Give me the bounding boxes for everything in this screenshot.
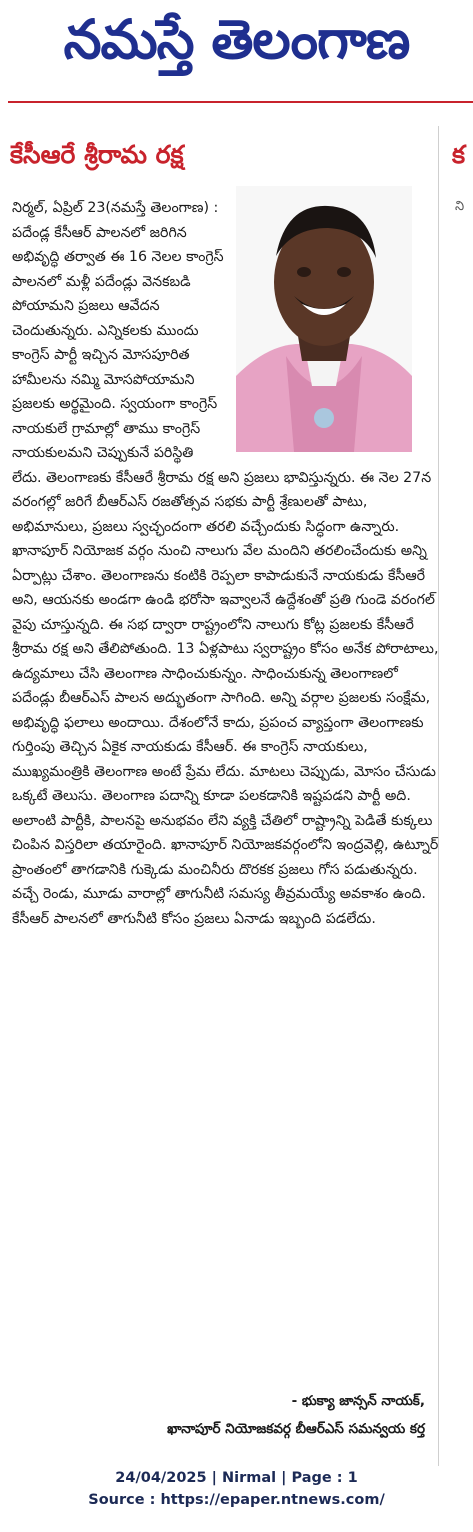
adjacent-article-text: ని	[455, 199, 465, 214]
masthead-title: నమస్తే తెలంగాణ	[63, 7, 410, 71]
byline-name: - భుక్యా జాన్సన్ నాయక్,	[291, 1393, 425, 1409]
newspaper-masthead	[0, 0, 473, 92]
portrait-photo	[236, 186, 412, 452]
footer-source-link[interactable]: Source : https://epaper.ntnews.com/	[88, 1492, 385, 1508]
footer-date-line: 24/04/2025 | Nirmal | Page : 1	[115, 1470, 358, 1486]
portrait-illustration	[236, 186, 412, 452]
adjacent-article-headline: క	[452, 140, 466, 169]
article-body: నిర్మల్, ఏప్రిల్ 23(నమస్తే తెలంగాణ) : పదేండ్ల కేసీఆర్ పాలనలో జరిగిన అభివృద్ధి తర్వాత ఈ 16 నెలల కాంగ్రెస్ పాలనలో మళ్లీ పదేండ్లు వెనకబడి పోయామని ప్రజలు ఆవేదన చెందుతున్నరు. ఎన్నికలకు ముందు కాంగ్రెస్ పార్టీ ఇచ్చిన మోసపూరిత హామీలను నమ్మి మోసపోయామని ప్రజలకు అర్థమైంది. స్వయంగా కాంగ్రెస్ నాయకులే గ్రామాల్లో తాము కాంగ్రెస్ నాయకులమని చెప్పుకునే పరిస్థితి లేదు. తెలంగాణకు కేసీఆరే శ్రీరామ రక్ష అని ప్రజలు భావిస్తున్నరు. ఈ నెల 27న వరంగల్లో జరిగే బీఆర్ఎస్ రజతోత్సవ సభకు పార్టీ శ్రేణులతో పాటు, అభిమానులు, ప్రజలు స్వచ్ఛందంగా తరలి వచ్చేందుకు సిద్ధంగా ఉన్నారు. ఖానాపూర్ నియోజక వర్గం నుంచి నాలుగు వేల మందిని తరలించేందుకు అన్ని ఏర్పాట్లు చేశాం. తెలంగాణను కంటికి రెప్పలా కాపాడుకునే నాయకుడు కేసీఆరే అని, ఆయనకు అండగా ఉండి భరోసా ఇవ్వాలనే ఉద్దేశంతో ప్రతి గుండె వరంగల్ వైపు చూస్తున్నది. ఈ సభ ద్వారా రాష్ట్రంలోని నాలుగు కోట్ల ప్రజలకు కేసీఆరే శ్రీరామ రక్ష అని తేలిపోతుంది. 13 ఏళ్లపాటు స్వరాష్ట్రం కోసం అనేక పోరాటాలు, ఉద్యమాలు చేసి తెలంగాణ సాధించుకున్నం. సాధించుకున్న తెలంగాణలో పదేండ్లు బీఆర్ఎస్ పాలన అద్భుతంగా సాగింది. అన్ని వర్గాల ప్రజలకు సంక్షేమ, అభివృద్ధి ఫలాలు అందాయి. దేశంలోనే కాదు, ప్రపంచ వ్యాప్తంగా తెలంగాణకు గుర్తింపు తెచ్చిన ఏకైక నాయకుడు కేసీఆర్. ఈ కాంగ్రెస్ నాయకులు, ముఖ్యమంత్రికి తెలంగాణ అంటే ప్రేమ లేదు. మాటలు చెప్పుడు, మోసం చేసుడు ఒక్కటే తెలుసు. తెలంగాణ పదాన్ని కూడా పలకడానికి ఇష్టపడని పార్టీ అది. అలాంటి పార్టీకి, పాలనపై అనుభవం లేని వ్యక్తి చేతిలో రాష్ట్రాన్ని పెడితే కుక్కలు చింపిన విస్తరిలా తయారైంది. ఖానాపూర్ నియోజకవర్గంలోని ఇంద్రవెల్లి, ఉట్నూర్ ప్రాంతంలో తాగడానికి గుక్కెడు మంచినీరు దొరకక ప్రజలు గోస పడుతున్నరు. వచ్చే రెండు, మూడు వారాల్లో తాగునీటి సమస్య తీవ్రమయ్యే అవకాశం ఉంది. కేసీఆర్ పాలనలో తాగునీటి కోసం ప్రజలు ఏనాడు ఇబ్బంది పడలేదు.	[12, 200, 439, 927]
byline-role: ఖానాపూర్ నియోజకవర్గ బీఆర్ఎస్ సమన్వయ కర్త	[167, 1421, 425, 1437]
article-headline: కేసీఆరే శ్రీరామ రక్ష	[10, 140, 184, 169]
masthead-divider	[8, 101, 473, 103]
